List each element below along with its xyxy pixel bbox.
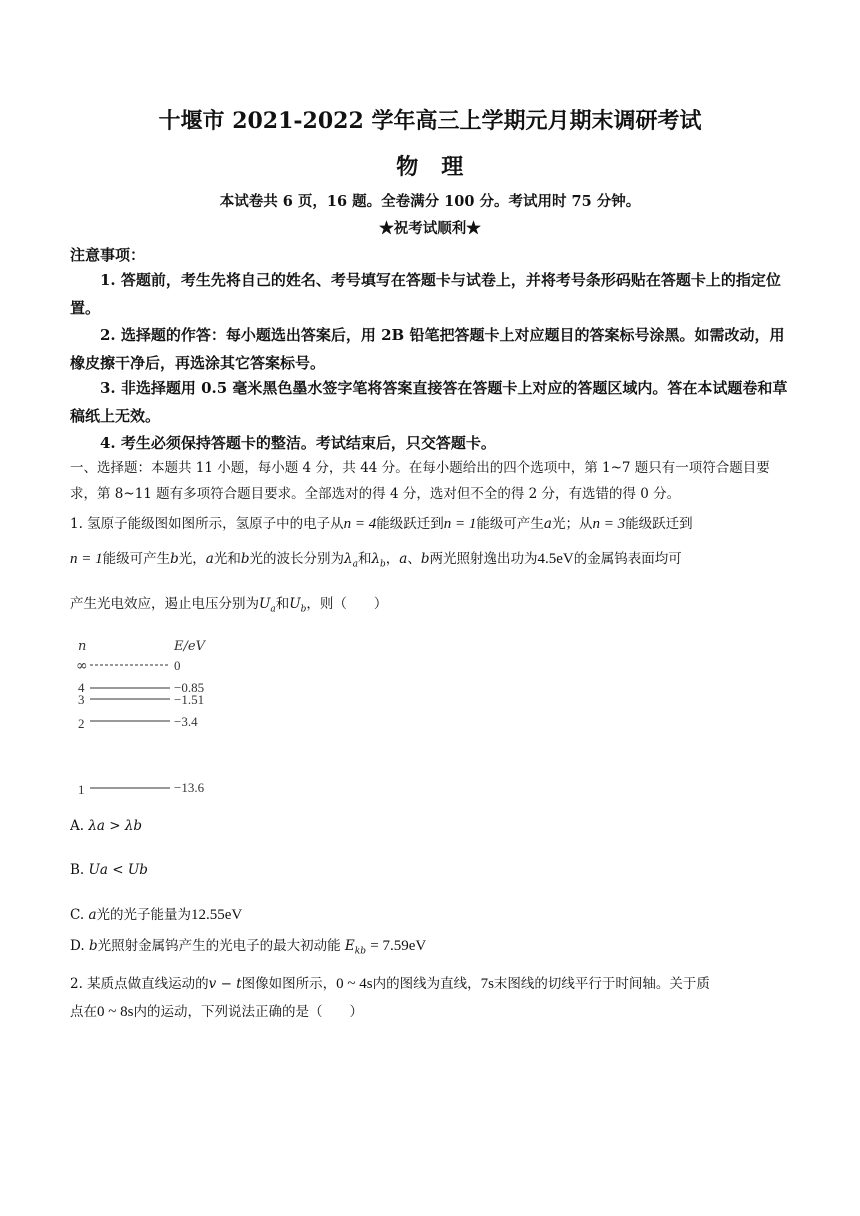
q2-range-1: 0 ~ 4s xyxy=(336,976,373,992)
q1-text: 光的波长分别为 xyxy=(249,551,344,567)
q1-text: 光；从 xyxy=(551,516,593,532)
level-e-3: −1.51 xyxy=(174,692,205,707)
option-a xyxy=(70,818,142,834)
subject-title: 物 理 xyxy=(396,154,464,180)
q2-text: 点在 xyxy=(70,1004,97,1020)
option-c-var: a xyxy=(88,907,97,923)
option-d-label: D. xyxy=(70,938,85,954)
q1-work-function: 4.5eV xyxy=(537,551,574,567)
option-d xyxy=(70,934,426,957)
level-n-2: 2 xyxy=(78,716,85,731)
option-c xyxy=(70,903,242,924)
q1-var-b: b xyxy=(170,551,179,567)
q1-var-a: a xyxy=(205,551,214,567)
note-item-2: 2. 选择题的作答：每小题选出答案后，用 2B 铅笔把答题卡上对应题目的答案标号涂黑。如需改动，用橡皮擦干净后，再选涂其它答案标号。 xyxy=(70,326,785,372)
level-n-inf: ∞ xyxy=(76,658,88,674)
question-2-line-2 xyxy=(70,1000,800,1021)
q1-sub: b xyxy=(300,604,307,615)
exam-title: 十堰市 2021-2022 学年高三上学期元月期末调研考试 xyxy=(158,108,702,134)
q1-lambda: λ xyxy=(344,551,353,567)
q1-n4: n = 4 xyxy=(343,516,377,532)
q1-text: 能级跃迁到 xyxy=(625,516,693,532)
option-d-ek: E xyxy=(344,938,355,954)
q1-var-b: b xyxy=(420,551,430,567)
q1-text: 和 xyxy=(357,551,372,567)
level-e-4: −0.85 xyxy=(174,680,205,695)
q1-n1: n = 1 xyxy=(70,551,103,567)
q1-n3: n = 3 xyxy=(592,516,626,532)
q2-text: 图像如图所示， xyxy=(241,976,337,992)
option-d-ek-sub: kb xyxy=(354,946,366,957)
option-c-value: 12.55eV xyxy=(191,907,243,923)
option-d-var: b xyxy=(88,938,98,954)
q2-vt: v − t xyxy=(208,976,242,992)
question-1-line-3 xyxy=(70,592,800,615)
q1-text: 1. 氢原子能级图如图所示，氢原子中的电子从 xyxy=(70,516,344,532)
q2-text: 内的运动，下列说法正确的是（ ） xyxy=(133,1004,363,1020)
q2-text: 2. 某质点做直线运动的 xyxy=(70,976,209,992)
q1-text: 两光照射逸出功为 xyxy=(429,551,538,567)
exam-info: 本试卷共 6 页，16 题。全卷满分 100 分。考试用时 75 分钟。 xyxy=(219,193,641,210)
level-n-1: 1 xyxy=(78,782,85,797)
q1-text: 产生光电效应，遏止电压分别为 xyxy=(70,596,259,612)
option-c-label: C. xyxy=(70,907,85,923)
q1-var-b: b xyxy=(240,551,250,567)
q1-text: 、 xyxy=(407,551,421,567)
energy-level-diagram xyxy=(70,632,240,802)
q1-text: ， xyxy=(385,551,400,567)
q2-t7: 7s xyxy=(480,976,494,992)
q1-text: 能级跃迁到 xyxy=(376,516,444,532)
question-1-line-2 xyxy=(70,547,800,570)
q1-var-a: a xyxy=(399,551,408,567)
option-a-label: A. xyxy=(70,818,85,834)
option-c-text: 光的光子能量为 xyxy=(96,907,191,923)
q1-text: 的金属钨表面均可 xyxy=(573,551,682,567)
q1-var-a: a xyxy=(543,516,552,532)
q1-text: 和 xyxy=(275,596,290,612)
q1-sub: b xyxy=(380,559,386,570)
option-d-value: = 7.59eV xyxy=(370,938,427,954)
q1-sub: a xyxy=(352,559,358,570)
blessing-line: ★祝考试顺利★ xyxy=(379,220,481,237)
option-a-text: λa > λb xyxy=(88,818,143,834)
q1-lambda: λ xyxy=(371,551,380,567)
notes-heading: 注意事项： xyxy=(70,246,146,264)
q1-sub: a xyxy=(270,604,276,615)
note-item-3: 3. 非选择题用 0.5 毫米黑色墨水签字笔将答案直接答在答题卡上对应的答题区域内。答在本试题卷和草稿纸上无效。 xyxy=(70,379,788,425)
q2-text: 末图线的切线平行于时间轴。关于质 xyxy=(493,976,710,992)
q2-text: 内的图线为直线， xyxy=(372,976,481,992)
level-e-inf: 0 xyxy=(174,658,181,673)
option-b xyxy=(70,862,148,878)
option-b-label: B. xyxy=(70,862,85,878)
note-item-1: 1. 答题前，考生先将自己的姓名、考号填写在答题卡与试卷上，并将考号条形码贴在答题卡上的指定位置。 xyxy=(70,271,781,317)
q2-range-2: 0 ~ 8s xyxy=(97,1004,134,1020)
q1-n1: n = 1 xyxy=(443,516,477,532)
section-instructions: 一、选择题：本题共 11 小题，每小题 4 分，共 44 分。在每小题给出的四个选项中，第 1~7 题只有一项符合题目要求，第 8~11 题有多项符合题目要求。全部选对的得 4 分，选对但不全的得 2 分，有选错的得 0 分。 xyxy=(70,460,770,502)
question-1-line-1 xyxy=(70,512,800,533)
diagram-col-e: E/eV xyxy=(174,639,205,654)
q1-U: U xyxy=(289,596,301,612)
q1-text: 光， xyxy=(178,551,206,567)
option-d-text: 光照射金属钨产生的光电子的最大初动能 xyxy=(97,938,341,954)
q1-text: 能级可产生 xyxy=(476,516,544,532)
diagram-col-n: n xyxy=(78,639,87,654)
level-e-1: −13.6 xyxy=(174,780,205,795)
q1-text: 光和 xyxy=(213,551,241,567)
q1-text: 能级可产生 xyxy=(102,551,171,567)
option-b-text: Ua < Ub xyxy=(88,862,148,878)
level-n-3: 3 xyxy=(78,692,85,707)
note-item-4: 4. 考生必须保持答题卡的整洁。考试结束后，只交答题卡。 xyxy=(100,434,496,452)
q1-text: ，则（ ） xyxy=(306,596,388,612)
q1-U: U xyxy=(259,596,271,612)
question-2-line-1 xyxy=(70,972,800,993)
level-n-4: 4 xyxy=(78,680,85,695)
level-e-2: −3.4 xyxy=(174,714,198,729)
